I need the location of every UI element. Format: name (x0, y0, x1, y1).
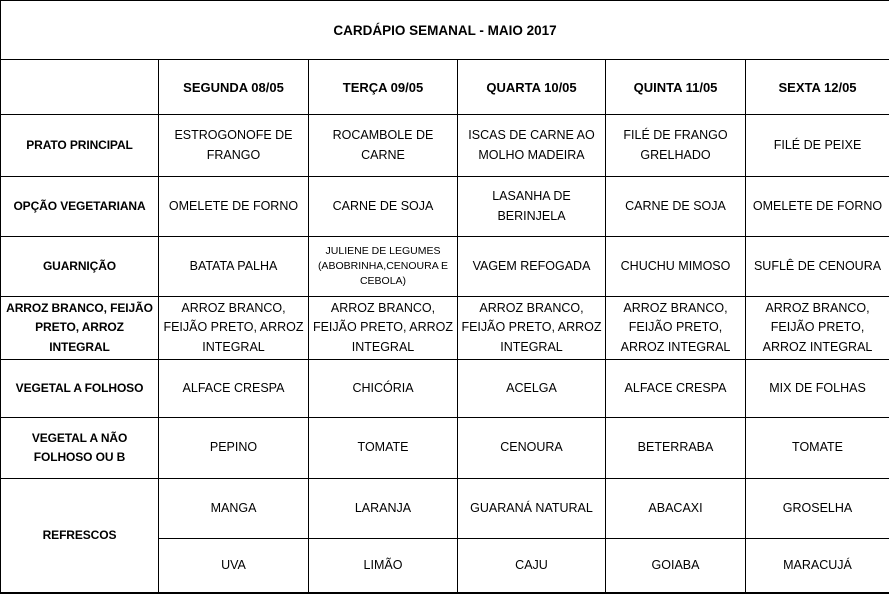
menu-cell: LIMÃO (309, 539, 458, 593)
menu-cell: FILÉ DE PEIXE (746, 115, 889, 177)
menu-cell: MARACUJÁ (746, 539, 889, 593)
header-row (1, 60, 889, 115)
column-header-quinta: QUINTA 11/05 (606, 60, 746, 115)
row-vegetal-nao-folhoso (1, 418, 889, 479)
menu-cell: LASANHA DE BERINJELA (458, 177, 606, 237)
column-header-quarta: QUARTA 10/05 (458, 60, 606, 115)
menu-cell: OMELETE DE FORNO (746, 177, 889, 237)
menu-cell: UVA (159, 539, 309, 593)
menu-cell: BETERRABA (606, 418, 746, 479)
menu-cell: FILÉ DE FRANGO GRELHADO (606, 115, 746, 177)
menu-cell: BATATA PALHA (159, 237, 309, 297)
menu-cell: CARNE DE SOJA (606, 177, 746, 237)
menu-cell: TOMATE (746, 418, 889, 479)
menu-cell: ISCAS DE CARNE AO MOLHO MADEIRA (458, 115, 606, 177)
row-prato-principal (1, 115, 889, 177)
row-opcao-vegetariana (1, 177, 889, 237)
menu-cell: ABACAXI (606, 479, 746, 539)
menu-cell: VAGEM REFOGADA (458, 237, 606, 297)
row-label: VEGETAL A NÃO FOLHOSO OU B (1, 418, 159, 479)
menu-cell: ACELGA (458, 360, 606, 418)
menu-cell: MIX DE FOLHAS (746, 360, 889, 418)
menu-cell: ALFACE CRESPA (159, 360, 309, 418)
row-vegetal-folhoso (1, 360, 889, 418)
menu-cell: CARNE DE SOJA (309, 177, 458, 237)
column-header-terca: TERÇA 09/05 (309, 60, 458, 115)
menu-cell: ROCAMBOLE DE CARNE (309, 115, 458, 177)
row-label: PRATO PRINCIPAL (1, 115, 159, 177)
menu-cell: GUARANÁ NATURAL (458, 479, 606, 539)
menu-cell: ARROZ BRANCO, FEIJÃO PRETO, ARROZ INTEGRAL (309, 297, 458, 360)
column-header-sexta: SEXTA 12/05 (746, 60, 889, 115)
menu-cell: SUFLÊ DE CENOURA (746, 237, 889, 297)
menu-cell: ARROZ BRANCO, FEIJÃO PRETO, ARROZ INTEGRAL (606, 297, 746, 360)
menu-cell: CENOURA (458, 418, 606, 479)
menu-cell: ARROZ BRANCO, FEIJÃO PRETO, ARROZ INTEGRAL (746, 297, 889, 360)
menu-cell: GOIABA (606, 539, 746, 593)
menu-cell: MANGA (159, 479, 309, 539)
row-refrescos-1 (1, 479, 889, 539)
row-label: GUARNIÇÃO (1, 237, 159, 297)
page-title: CARDÁPIO SEMANAL - MAIO 2017 (1, 1, 889, 60)
menu-cell: PEPINO (159, 418, 309, 479)
row-arroz-feijao (1, 297, 889, 360)
menu-cell: ARROZ BRANCO, FEIJÃO PRETO, ARROZ INTEGRAL (159, 297, 309, 360)
row-label: REFRESCOS (1, 479, 159, 593)
row-label: ARROZ BRANCO, FEIJÃO PRETO, ARROZ INTEGRAL (1, 297, 159, 360)
menu-cell: LARANJA (309, 479, 458, 539)
row-label: VEGETAL A FOLHOSO (1, 360, 159, 418)
menu-cell: ARROZ BRANCO, FEIJÃO PRETO, ARROZ INTEGRAL (458, 297, 606, 360)
column-header-segunda: SEGUNDA 08/05 (159, 60, 309, 115)
row-label: OPÇÃO VEGETARIANA (1, 177, 159, 237)
menu-cell: JULIENE DE LEGUMES (ABOBRINHA,CENOURA E CEBOLA) (309, 237, 458, 297)
row-guarnicao (1, 237, 889, 297)
menu-cell: OMELETE DE FORNO (159, 177, 309, 237)
menu-cell: ALFACE CRESPA (606, 360, 746, 418)
menu-cell: ESTROGONOFE DE FRANGO (159, 115, 309, 177)
menu-cell: TOMATE (309, 418, 458, 479)
menu-cell: CHUCHU MIMOSO (606, 237, 746, 297)
corner-cell (1, 60, 159, 115)
title-row (1, 1, 889, 60)
menu-cell: GROSELHA (746, 479, 889, 539)
menu-cell: CHICÓRIA (309, 360, 458, 418)
menu-cell: CAJU (458, 539, 606, 593)
